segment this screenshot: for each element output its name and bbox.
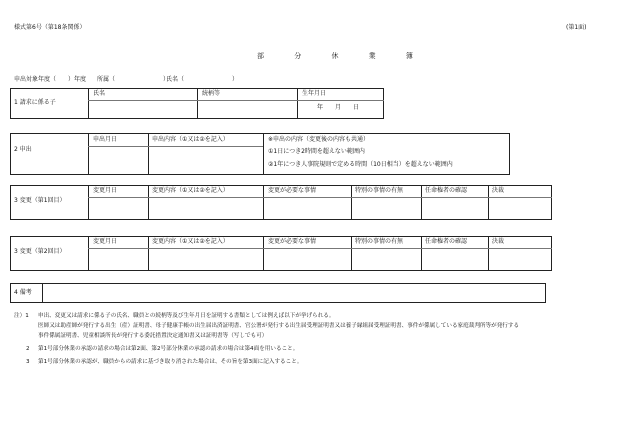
note1-marker: 注）1 [14,313,29,319]
section3b-label: 3 変更（第2回目） [14,248,66,255]
department-field: 所属（ ） [97,76,170,83]
change1-date-header: 変更月日 [93,187,118,194]
section2-label: 2 申出 [14,146,32,153]
change1-decision-header: 決裁 [492,187,505,194]
applicant-name-field: 氏名（ ） [166,76,239,83]
change2-date-header: 変更月日 [93,238,118,245]
child-name-header: 氏名 [93,90,106,97]
note3-marker: 3 [26,359,30,365]
change2-reason-header: 変更が必要な事情 [268,238,317,245]
request-option-1: ①1日につき2時間を超えない範囲内 [268,148,365,155]
target-year-field: 申出対象年度（ ）年度 [14,76,87,83]
request-content-header: 申出内容（①又は②を記入） [152,136,229,143]
note1-line2: 医師又は助産師が発行する出生（産）証明書、母子健康手帳の出生届出済証明書、官公署が発行する出生届受理証明書又は養子縁組届受理証明書、事件が係属している家庭裁判所等が発行する [38,323,520,329]
child-birthdate-header: 生年月日 [302,90,327,97]
note2-marker: 2 [26,346,30,352]
change1-content-header: 変更内容（①又は②を記入） [152,187,229,194]
change2-content-header: 変更内容（①又は②を記入） [152,238,229,245]
note3-text: 第1号部分休業の承認が、職員からの請求に基づき取り消された場合は、その旨を第3面に記入すること。 [38,359,303,365]
change2-special-header: 特別の事情の有無 [355,238,404,245]
request-content-note-title: ※申出の内容（変更後の内容も共通） [268,136,370,143]
change1-confirm-header: 任命権者の確認 [425,187,468,194]
change2-confirm-header: 任命権者の確認 [425,238,468,245]
page-title: 部 分 休 業 簿 [257,52,427,60]
section3a-label: 3 変更（第1回目） [14,197,66,204]
change1-reason-header: 変更が必要な事情 [268,187,317,194]
change1-special-header: 特別の事情の有無 [355,187,404,194]
page-number-label: (第1面) [566,24,587,31]
note1-line3: 事件係属証明書、児童相談所長が発行する委託措置決定通知書又は証明書等（写しでも可） [38,333,268,339]
child-relation-header: 続柄等 [202,90,221,97]
section4-label: 4 備考 [14,289,32,296]
change2-decision-header: 決裁 [492,238,505,245]
request-option-2: ②1年につき人事院規則で定める時間（10日相当）を超えない範囲内 [268,161,453,168]
form-number-label: 様式第6号（第18条関係） [14,24,86,31]
note1-line1: 申出、変更又は請求に係る子の氏名、職員との続柄等及び生年月日を証明する書類としては例えば以下が挙げられる。 [38,313,335,319]
note2-text: 第1号部分休業の承認の請求の場合は第2面、第2号部分休業の承認の請求の場合は第4面を用いること。 [38,346,299,352]
section1-label: 1 請求に係る子 [14,99,56,106]
request-date-header: 申出月日 [93,136,118,143]
child-birthdate-value: 年 月 日 [317,104,360,111]
